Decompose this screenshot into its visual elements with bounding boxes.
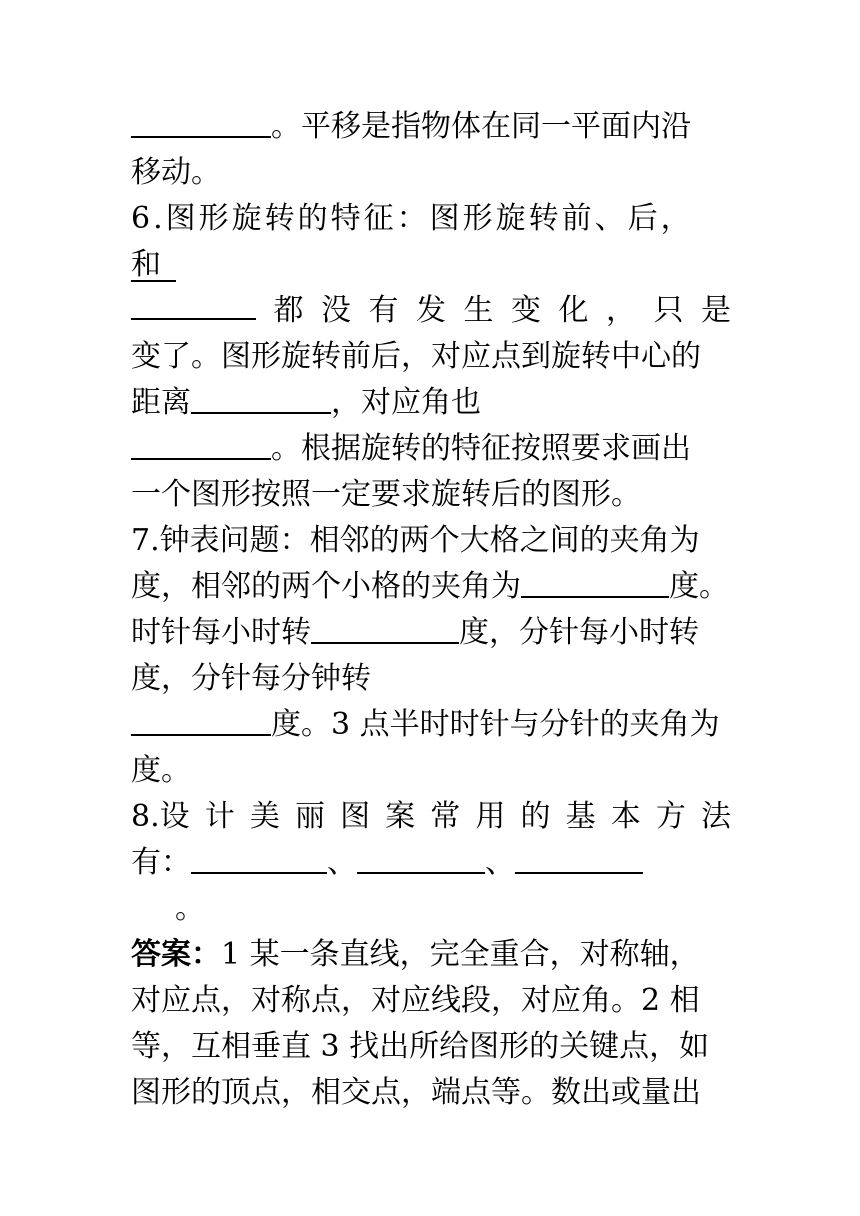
answer-label: 答案： bbox=[131, 937, 221, 972]
answer-line-2: 对应点，对称点，对应线段，对应角。2 相 bbox=[131, 983, 700, 1018]
text-line-17: 有： 、 、 bbox=[131, 840, 731, 886]
text-line-1: 。平移是指物体在同一平面内沿 bbox=[131, 104, 731, 150]
answer-line-4: 图形的顶点，相交点，端点等。数出或量出 bbox=[131, 1075, 701, 1110]
text-line-18: 。 bbox=[175, 891, 205, 926]
question-8-heading: 8.设 计 美 丽 图 案 常 用 的 基 本 方 法 bbox=[131, 799, 731, 834]
question-6-heading: 6.图形旋转的特征：图形旋转前、后， bbox=[131, 201, 694, 236]
text-line-6: 变了。图形旋转前后，对应点到旋转中心的 bbox=[131, 339, 701, 374]
text-line-12: 时针每小时转 度，分针每小时转 bbox=[131, 610, 731, 656]
fill-blank[interactable] bbox=[131, 704, 271, 736]
fill-blank[interactable] bbox=[131, 428, 271, 460]
question-7-heading: 7.钟表问题：相邻的两个大格之间的夹角为 bbox=[131, 523, 700, 558]
text-line-4: 和 bbox=[131, 247, 161, 282]
fill-blank[interactable] bbox=[357, 842, 485, 874]
answer-line-3: 等，互相垂直 3 找出所给图形的关键点，如 bbox=[131, 1029, 710, 1064]
fill-blank[interactable] bbox=[191, 842, 327, 874]
text-line-14: 度。3 点半时时针与分针的夹角为 bbox=[131, 702, 731, 748]
fill-blank[interactable] bbox=[515, 842, 643, 874]
text-line-13: 度，分针每分钟转 bbox=[131, 661, 371, 696]
text-line-5: 都 没 有 发 生 变 化 ， 只 是 bbox=[131, 288, 731, 334]
text-line-9: 一个图形按照一定要求旋转后的图形。 bbox=[131, 477, 641, 512]
fill-blank[interactable] bbox=[131, 106, 271, 138]
fill-blank[interactable] bbox=[131, 288, 256, 320]
text-line-8: 。根据旋转的特征按照要求画出 bbox=[131, 426, 731, 472]
answer-line-1: 答案：1 某一条直线，完全重合，对称轴， bbox=[131, 937, 700, 972]
fill-blank[interactable] bbox=[521, 566, 669, 598]
text-line-11: 度，相邻的两个小格的夹角为 度。 bbox=[131, 564, 731, 610]
document-page bbox=[131, 104, 731, 1116]
text-line-2: 移动。 bbox=[131, 155, 221, 190]
text-line-15: 度。 bbox=[131, 753, 191, 788]
fill-blank[interactable] bbox=[191, 382, 331, 414]
text-line-7: 距离 ，对应角也 bbox=[131, 380, 731, 426]
fill-blank[interactable] bbox=[311, 612, 459, 644]
